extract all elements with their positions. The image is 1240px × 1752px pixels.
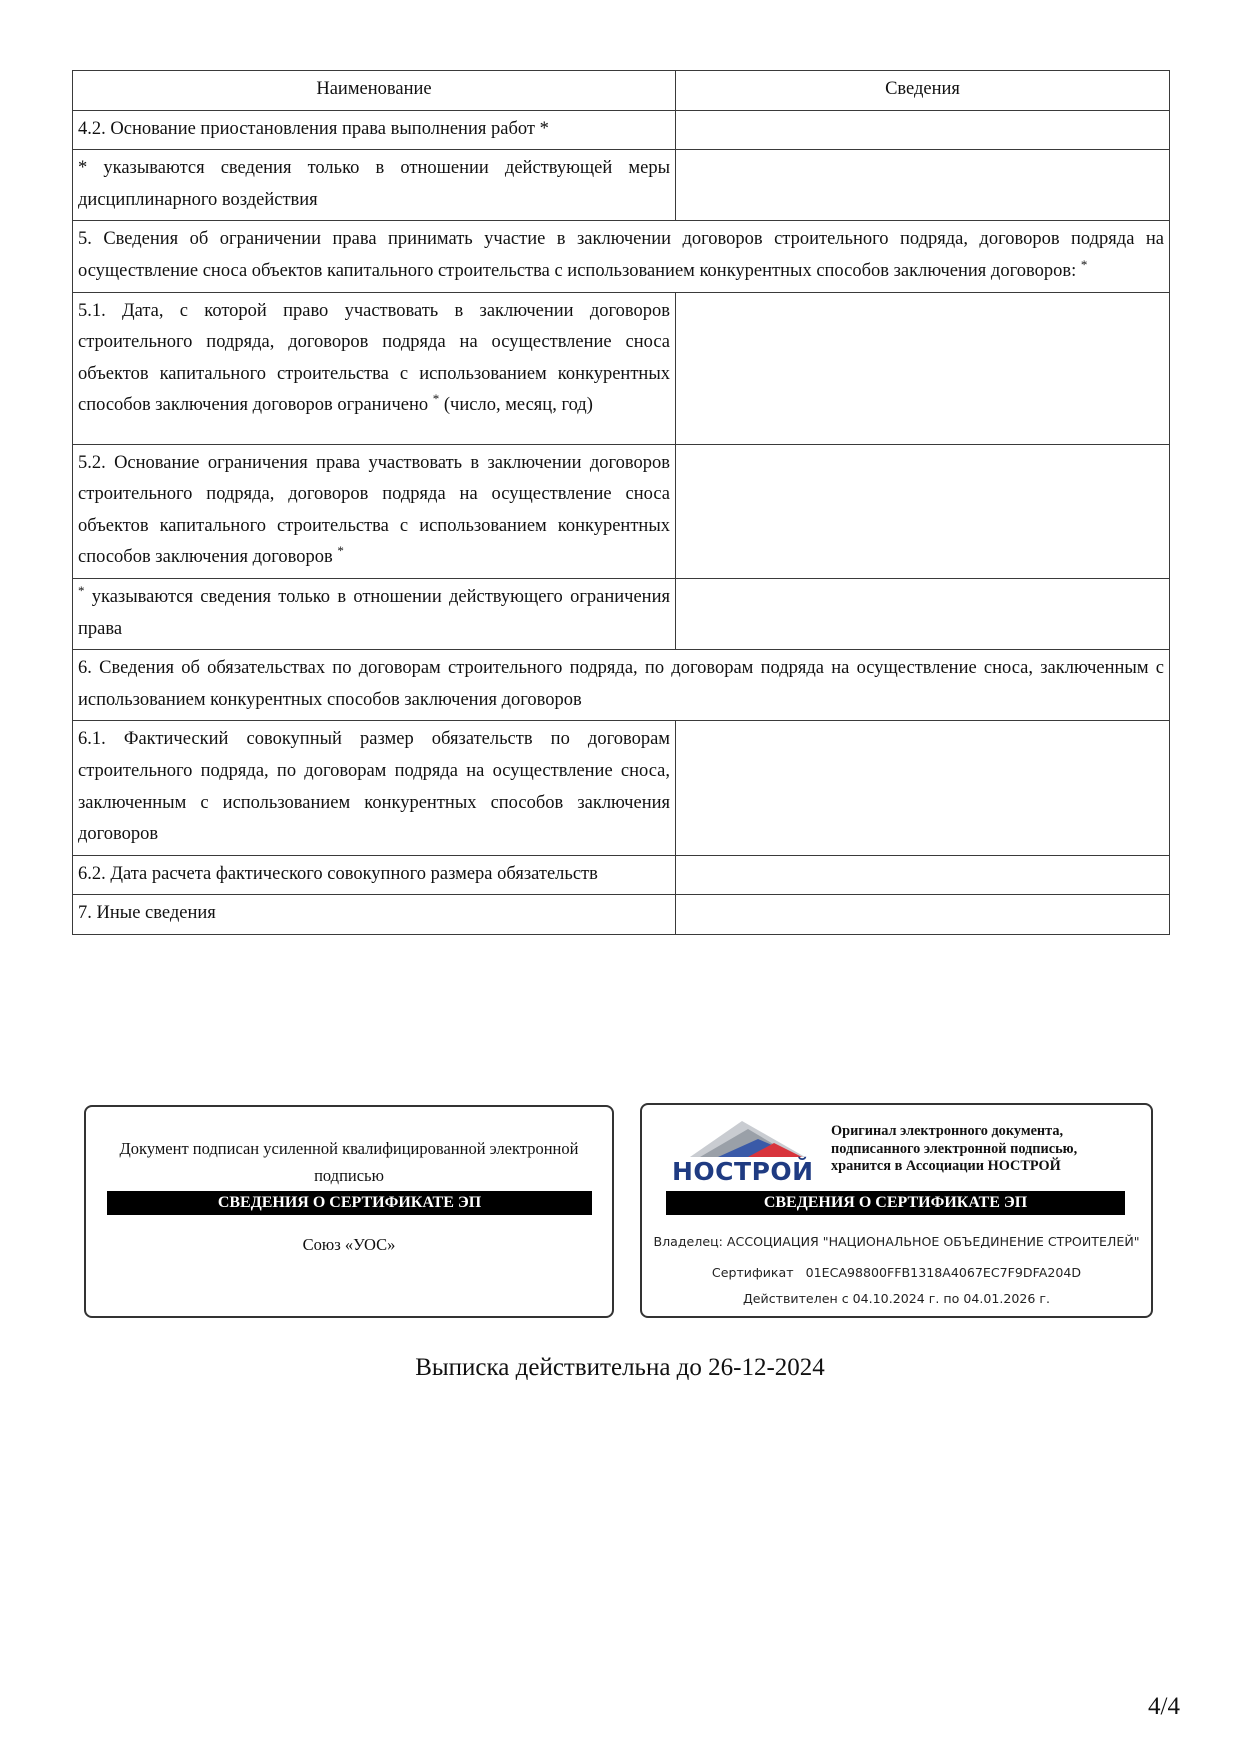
section-row [73, 650, 1170, 721]
row-label-5-2 [73, 444, 676, 578]
extract-validity-text: Выписка действительна до 26-12-2024 [415, 1354, 825, 1381]
row-label-5-note [73, 578, 676, 649]
logo-wordmark: НОСТРОЙ [672, 1157, 814, 1186]
row-label-5-1-text: 5.1. Дата, с которой право участвовать в заключении договоров строительного подряда, договоров подряда на осуществление сноса объектов капитального строительства с использованием конкурентных способов заключения договоров ограничено [78, 300, 670, 416]
column-header-details: Сведения [676, 71, 1170, 111]
signature-stamp-right [640, 1103, 1153, 1318]
table-header-row [73, 71, 1170, 111]
cert-info-header: СВЕДЕНИЯ О СЕРТИФИКАТЕ ЭП [107, 1191, 592, 1215]
row-label-4-note: * указываются сведения только в отношении действующей меры дисциплинарного воздействия [73, 150, 676, 221]
column-header-name: Наименование [73, 71, 676, 111]
row-label-6-1: 6.1. Фактический совокупный размер обязательств по договорам строительного подряда, по договорам подряда на осуществление сноса, заключенным с использованием конкурентных способов заключения договоров [73, 721, 676, 855]
row-label-5-1 [73, 292, 676, 444]
cert-owner-line: Владелец: АССОЦИАЦИЯ "НАЦИОНАЛЬНОЕ ОБЪЕДИНЕНИЕ СТРОИТЕЛЕЙ" [653, 1234, 1140, 1249]
cert-validity-line: Действителен с 04.10.2024 г. по 04.01.2026 г. [742, 1291, 1051, 1306]
row-label-7: 7. Иные сведения [73, 895, 676, 935]
original-storage-note: Оригинал электронного документа, подписанного электронной подписью, хранится в Ассоциации НОСТРОЙ [831, 1123, 1078, 1174]
table-row [73, 444, 1170, 578]
row-label-4-2: 4.2. Основание приостановления права выполнения работ * [73, 110, 676, 150]
section-5-title: 5. Сведения об ограничении права принимать участие в заключении договоров строительного подряда, договоров подряда на осуществление сноса объектов капитального строительства с использованием конкурентных способов заключения договоров: [78, 229, 1164, 281]
section-row [73, 221, 1170, 292]
row-value-5-1 [676, 292, 1170, 444]
cert-info-header: СВЕДЕНИЯ О СЕРТИФИКАТЕ ЭП [666, 1191, 1125, 1215]
signature-stamp-left [84, 1105, 614, 1318]
table-row [73, 150, 1170, 221]
row-label-6-2: 6.2. Дата расчета фактического совокупного размера обязательств [73, 855, 676, 895]
signed-notice: Документ подписан усиленной квалифицированной электронной подписью [119, 1139, 579, 1185]
table-row [73, 721, 1170, 855]
section-6-heading: 6. Сведения об обязательствах по договорам строительного подряда, по договорам подряда на осуществление сноса, заключенным с использованием конкурентных способов заключения договоров [73, 650, 1170, 721]
row-value-5-2 [676, 444, 1170, 578]
cert-serial-line: Сертификат 01ECA98800FFB1318A4067EC7F9DFA204D [711, 1265, 1082, 1280]
registry-extract-table [72, 70, 1170, 935]
section-5-heading [73, 221, 1170, 292]
row-value-6-1 [676, 721, 1170, 855]
footnote-star: * [1080, 256, 1088, 272]
row-label-5-1-date-format: (число, месяц, год) [443, 395, 593, 416]
row-value-4-note [676, 150, 1170, 221]
footnote-star: * [432, 391, 440, 407]
table-row [73, 895, 1170, 935]
table-row [73, 578, 1170, 649]
footnote-star: * [337, 543, 344, 559]
row-value-5-note [676, 578, 1170, 649]
row-label-5-2-text: 5.2. Основание ограничения права участвовать в заключении договоров строительного подряда, договоров подряда на осуществление сноса объектов капитального строительства с использованием конкурентных способов заключения договоров [78, 452, 670, 568]
page-number: 4/4 [1148, 1693, 1180, 1720]
footnote-star: * [78, 582, 85, 598]
table-row [73, 855, 1170, 895]
row-value-6-2 [676, 855, 1170, 895]
table-row [73, 110, 1170, 150]
row-value-7 [676, 895, 1170, 935]
row-value-4-2 [676, 110, 1170, 150]
cert-owner: Союз «УОС» [302, 1235, 396, 1254]
table-row [73, 292, 1170, 444]
row-label-5-note-text: указываются сведения только в отношении действующего ограничения права [78, 586, 670, 639]
